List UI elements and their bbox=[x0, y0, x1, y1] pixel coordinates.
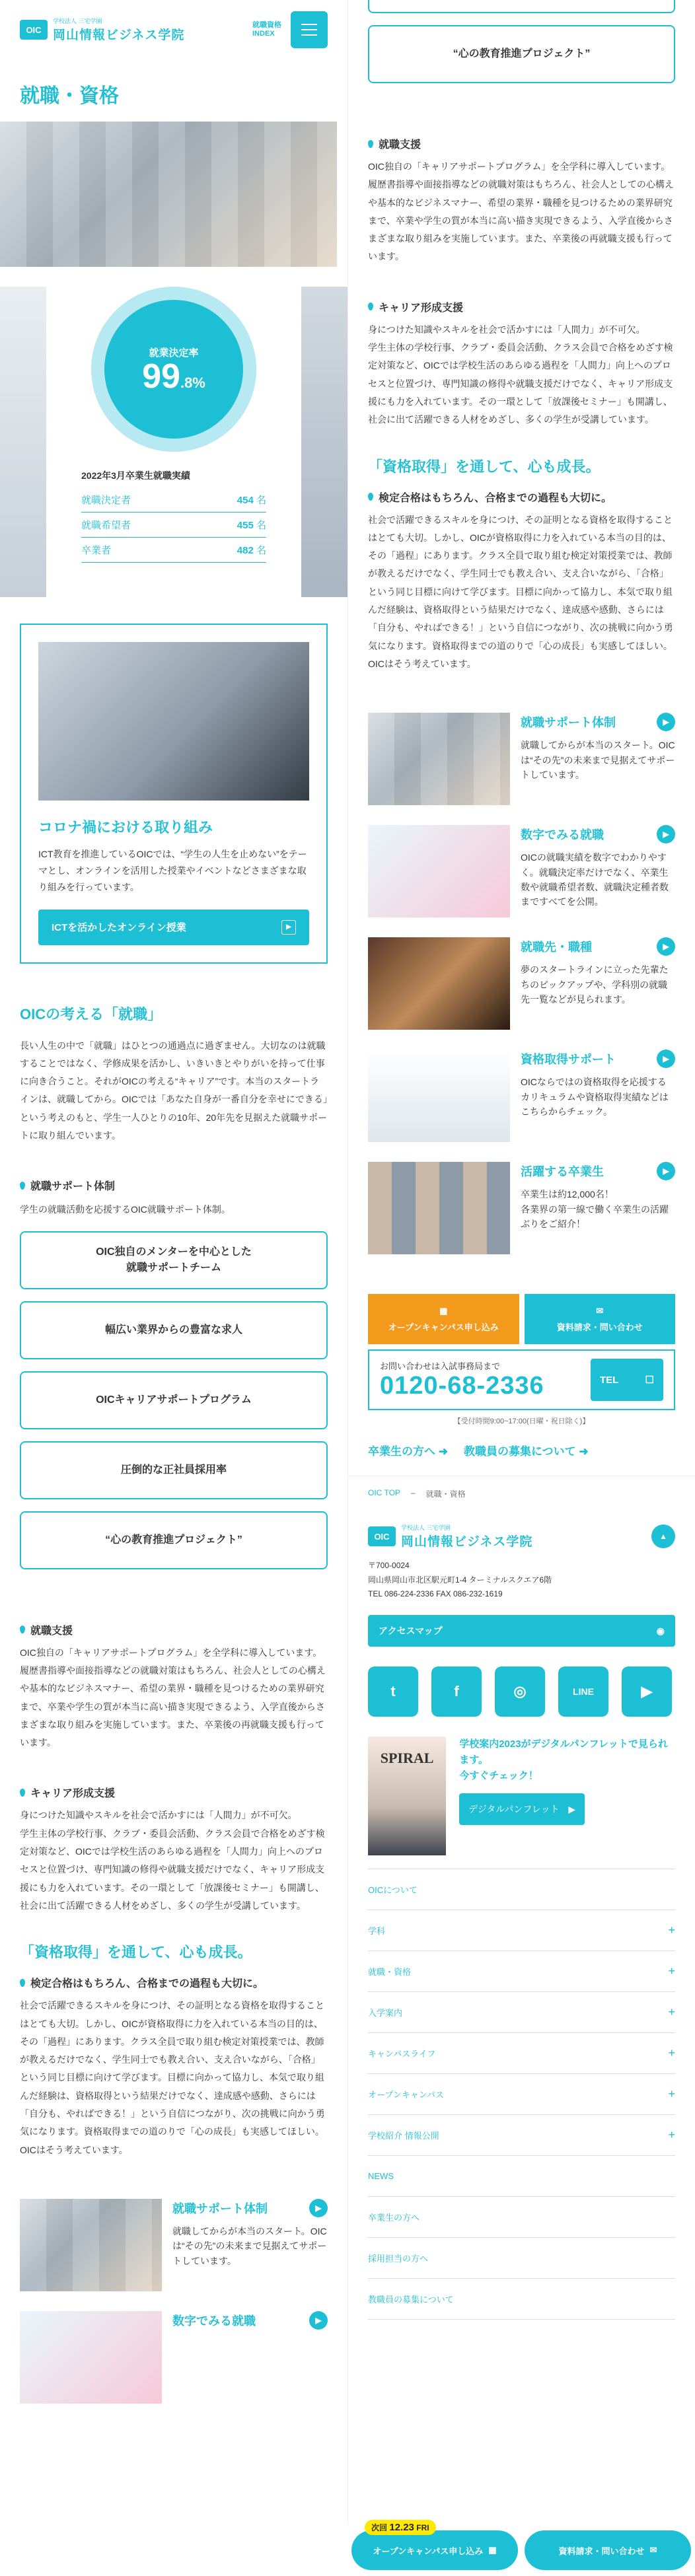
mail-icon: ✉ bbox=[649, 2545, 657, 2555]
support-button-program[interactable]: OICキャリアサポートプログラム bbox=[20, 1371, 328, 1429]
cert-text: 社会で活躍できるスキルを身につけ、その証明となる資格を取得することはとても大切。しかし、OICが資格取得に力を入れている本当の目的は、その「過程」にあります。クラス全員で取り組む検定対策授業では、教師が教えるだけでなく、学生同士でも教え合い、支え合いながら、「合格」という同じ目標に向けて学びます。目標に向かって協力し、本気で取り組んだ経験は、資格取得という結果だけでなく、達成感や感動、さらには「自分も、やればできる！」という自信につながり、次の挑戦に向かう勇気になります。資格取得までの道のりで「心の成長」も実感してほしい。OICはそう考えています。 bbox=[20, 2000, 325, 2155]
footer-nav-item[interactable]: キャンパスライフ + bbox=[368, 2033, 675, 2074]
cert-sub-r: 検定合格はもちろん、合格までの過程も大切に。 bbox=[348, 489, 695, 505]
hamburger-icon bbox=[301, 24, 317, 25]
feature-photo bbox=[368, 1050, 510, 1142]
site-header bbox=[0, 0, 348, 59]
arrow-right-icon: ▶ bbox=[657, 713, 675, 731]
stats-row: 卒業者 482 名 bbox=[81, 538, 266, 563]
tel-number[interactable]: 0120-68-2336 bbox=[380, 1372, 544, 1400]
plus-icon: + bbox=[668, 1923, 675, 1937]
cert-title: 「資格取得」を通して、心も成長。 bbox=[20, 1944, 252, 1961]
page-title: 就職・資格 bbox=[20, 85, 119, 107]
cert-text-r: 社会で活躍できるスキルを身につけ、その証明となる資格を取得することはとても大切。しかし、OICが資格取得に力を入れている本当の目的は、その「過程」にあります。クラス全員で取り組む検定対策授業では、教師が教えるだけでなく、学生同士でも教え合い、支え合いながら、「合格」という同じ目標に向けて学びます。目標に向かって協力し、本気で取り組んだ経験は、資格取得という結果だけでなく、達成感や感動、さらには「自分も、やればできる！」という自信につながり、次の挑戦に向かう勇気になります。資格取得までの道のりで「心の成長」も実感してほしい。OICはそう考えています。 bbox=[368, 514, 673, 669]
feature-card[interactable]: 資格取得サポート ▶ OICならではの資格取得を応援するカリキュラムや資格取得実績などはこちらからチェック。 bbox=[348, 1050, 695, 1142]
footer-nav-item[interactable]: 学科 + bbox=[368, 1910, 675, 1951]
support-lead: 学生の就職活動を応援するOIC就職サポート体制。 bbox=[20, 1204, 231, 1215]
pamphlet-button[interactable]: デジタルパンフレット ▶ bbox=[459, 1793, 585, 1825]
feature-photo bbox=[368, 1162, 510, 1254]
footer-logo[interactable]: OIC 学校法人 三宅学園 岡山情報ビジネス学院 bbox=[368, 1523, 532, 1550]
facebook-icon[interactable]: f bbox=[431, 1666, 482, 1717]
breadcrumb-separator: – bbox=[410, 1488, 416, 1498]
support-button-rate[interactable]: 圧倒的な正社員採用率 bbox=[20, 1441, 328, 1499]
index-link[interactable]: 就職資格 INDEX bbox=[252, 20, 281, 38]
career2-text-r: 身につけた知識やスキルを社会で活かすには「人間力」が不可欠。 学生主体の学校行事、クラブ・委員会活動、クラス会員で合格をめざす検定対策など、OICでは学校生活のあらゆる過程を「人間力」向上へのプロセスと位置づけ、専門知識の修得や就職支援だけでなく、キャリア形成支援にも力を入れています。その一環として「放課後セミナー」も開講し、社会に出て活躍できる人材をめざし、多くの学生が受講しています。 bbox=[368, 324, 673, 425]
pin-icon bbox=[368, 140, 373, 148]
feature-card[interactable]: 数字でみる就職 ▶ bbox=[0, 2311, 348, 2404]
pin-icon bbox=[20, 1182, 25, 1190]
recruit-link[interactable]: 教職員の募集について ➜ bbox=[463, 1445, 589, 1458]
support-button-mentor[interactable]: OIC独自のメンターを中心とした 就職サポートチーム bbox=[20, 1231, 328, 1289]
pin-icon bbox=[20, 1979, 25, 1987]
footer-nav-item[interactable]: OICについて bbox=[368, 1869, 675, 1910]
career2-text: 身につけた知識やスキルを社会で活かすには「人間力」が不可欠。 学生主体の学校行事、クラブ・委員会活動、クラス会員で合格をめざす検定対策など、OICでは学校生活のあらゆる過程を「人間力」向上へのプロセスと位置づけ、専門知識の修得や就職支援だけでなく、キャリア形成支援にも力を入れています。その一環として「放課後セミナー」も開講し、社会に出て活躍できる人材をめざし、多くの学生が受講しています。 bbox=[20, 1810, 325, 1911]
sns-links bbox=[348, 1666, 695, 1717]
feature-photo bbox=[20, 2199, 162, 2291]
career2-title-r: キャリア形成支援 bbox=[348, 299, 695, 314]
covid-photo bbox=[38, 642, 309, 801]
open-campus-button[interactable]: ▦ オープンキャンパス申し込み bbox=[368, 1294, 519, 1344]
arrow-right-icon: ▶ bbox=[657, 825, 675, 843]
arrow-right-icon: ▶ bbox=[657, 1050, 675, 1068]
plus-icon: + bbox=[668, 2128, 675, 2142]
breadcrumb-current: 就職・資格 bbox=[425, 1489, 466, 1499]
stats-caption: 2022年3月卒業生就職実績 bbox=[81, 470, 190, 481]
covid-card bbox=[20, 624, 328, 964]
sticky-bottom-bar bbox=[348, 2524, 695, 2576]
site-logo[interactable] bbox=[20, 17, 184, 43]
plus-icon: + bbox=[668, 2005, 675, 2019]
bottom-document-button[interactable]: 資料請求・問い合わせ ✉ bbox=[525, 2530, 691, 2570]
feature-photo bbox=[368, 713, 510, 805]
footer-nav-item[interactable]: 就職・資格 + bbox=[368, 1951, 675, 1992]
breadcrumb-home[interactable]: OIC TOP bbox=[368, 1488, 400, 1498]
pamphlet-cover[interactable]: SPIRAL bbox=[368, 1736, 446, 1855]
footer-nav-item[interactable]: オープンキャンパス + bbox=[368, 2074, 675, 2115]
career-text: OIC独自の「キャリアサポートプログラム」を全学科に導入しています。履歴書指導や面接指導などの就職対策はもちろん、社会人としての心構えや基本的なビジネスマナー、希望の業界・職種を見つけるための業界研究まで、卒業や学生の質が本当に高い描き実現できるよう、入学直後からさまざまな取り組みを実施しています。また、卒業後の再就職支援も行っています。 bbox=[20, 1647, 326, 1748]
feature-photo bbox=[368, 825, 510, 917]
support-button-heart-r[interactable]: “心の教育推進プロジェクト” bbox=[368, 25, 675, 83]
covid-title: コロナ禍における取り組み bbox=[38, 819, 213, 836]
pin-icon bbox=[20, 1626, 25, 1633]
covid-text: ICT教育を推進しているOICでは、“学生の人生を止めない”をテーマとし、オンラインを活用した授業やイベントなどさまざまな取り組みを行っています。 bbox=[38, 849, 307, 893]
arrow-right-icon: ▶ bbox=[281, 920, 296, 935]
document-request-button[interactable]: ✉ 資料請求・問い合わせ bbox=[525, 1294, 676, 1344]
arrow-right-icon: ▶ bbox=[309, 2199, 328, 2217]
logo-sub: 学校法人 三宅学園 bbox=[53, 18, 102, 24]
line-icon[interactable]: LINE bbox=[558, 1666, 608, 1717]
support-title: 就職サポート体制 bbox=[0, 1178, 348, 1193]
rate-circle bbox=[91, 287, 256, 452]
plus-icon: + bbox=[668, 2087, 675, 2101]
stats-section bbox=[0, 287, 348, 597]
sub-links bbox=[348, 1442, 695, 1458]
plus-icon: + bbox=[668, 1964, 675, 1978]
cert-sub: 検定合格はもちろん、合格までの過程も大切に。 bbox=[0, 1975, 348, 1990]
map-pin-icon: ◉ bbox=[656, 1625, 665, 1636]
next-date-badge: 次回 12.23 FRI bbox=[365, 2520, 436, 2535]
footer-nav-item[interactable]: NEWS bbox=[368, 2156, 675, 2197]
rate-value: 99.8% bbox=[142, 357, 205, 396]
rate-label: 就業決定率 bbox=[149, 347, 199, 359]
stats-row: 就職希望者 455 名 bbox=[81, 513, 266, 538]
tel-hours: 【受付時間9:00~17:00(日曜・祝日除く)】 bbox=[453, 1417, 590, 1426]
pamphlet-block bbox=[368, 1736, 675, 1869]
feature-card[interactable]: 就職サポート体制 ▶ 就職してからが本当のスタート。OICは“その先”の未来まで見据えてサポートしています。 bbox=[0, 2199, 348, 2291]
bottom-open-campus-button[interactable]: 次回 12.23 FRI オープンキャンパス申し込み ▦ bbox=[351, 2530, 518, 2570]
career-title: 就職支援 bbox=[0, 1622, 348, 1637]
stats-photo-right bbox=[301, 287, 348, 597]
feature-card[interactable]: 就職サポート体制 ▶ 就職してからが本当のスタート。OICは“その先”の未来まで見据えてサポートしています。 bbox=[348, 713, 695, 805]
feature-photo bbox=[368, 937, 510, 1030]
footer-address: 〒700-0024 岡山県岡山市北区駅元町1-4 ターミナルスクエア6階 TEL 086-224-2336 FAX 086-232-1619 bbox=[368, 1561, 552, 1599]
career-text-r: OIC独自の「キャリアサポートプログラム」を全学科に導入しています。履歴書指導や面接指導などの就職対策はもちろん、社会人としての心構えや基本的なビジネスマナー、希望の業界・職種を見つけるための業界研究まで、卒業や学生の質が本当に高い描き実現できるよう、入学直後からさまざまな取り組みを実施しています。また、卒業後の再就職支援も行っています。 bbox=[368, 161, 674, 262]
pin-icon bbox=[368, 303, 373, 310]
hero-photo bbox=[0, 122, 337, 267]
mail-icon: ✉ bbox=[596, 1305, 604, 1316]
access-map-button[interactable]: アクセスマップ ◉ bbox=[368, 1615, 675, 1647]
footer-nav-item[interactable]: 入学案内 + bbox=[368, 1992, 675, 2033]
career-title-r: 就職支援 bbox=[348, 136, 695, 151]
arrow-right-icon: ▶ bbox=[657, 1162, 675, 1180]
cert-title-r: 「資格取得」を通して、心も成長。 bbox=[368, 458, 601, 475]
tel-button[interactable]: TEL ☐ bbox=[591, 1359, 663, 1401]
support-button-jobs[interactable]: 幅広い業界からの豊富な求人 bbox=[20, 1301, 328, 1359]
pin-icon bbox=[368, 493, 373, 501]
stats-photo-left bbox=[0, 287, 46, 597]
feature-card[interactable]: 就職先・職種 ▶ 夢のスタートラインに立った先輩たちのピックアップや、学科別の就職先一覧などが見られます。 bbox=[348, 937, 695, 1030]
phone-icon: ☐ bbox=[645, 1375, 654, 1386]
footer-nav-item[interactable]: 教職員の募集について bbox=[368, 2279, 675, 2320]
breadcrumb bbox=[348, 1476, 695, 1499]
footer-nav-item[interactable]: 採用担当の方へ bbox=[368, 2238, 675, 2279]
tel-box bbox=[368, 1349, 675, 1410]
feature-photo bbox=[20, 2311, 162, 2404]
plus-icon: + bbox=[668, 2046, 675, 2060]
pin-icon bbox=[20, 1789, 25, 1797]
concept-text: 長い人生の中で「就職」はひとつの通過点に過ぎません。大切なのは就職することではなく、学修成果を活かし、いきいきとやりがいを持って仕事に向き合うこと。それがOICの考える“キャリア”です。本当のスタートラインは、就職してから。OICでは「あなた自身が一番自分を幸せにできる」という考えのもと、学生一人ひとりの10年、20年先を見据えた就職サポートに取り組んでいます。 bbox=[20, 1040, 328, 1141]
feature-card[interactable]: 数字でみる就職 ▶ OICの就職実績を数字でわかりやすく。就職決定率だけでなく、卒業生数や就職希望者数、就職決定種者数まですべてを公開。 bbox=[348, 825, 695, 917]
support-button-top[interactable] bbox=[368, 0, 675, 13]
calendar-icon: ▦ bbox=[439, 1305, 448, 1316]
career2-title: キャリア形成支援 bbox=[0, 1785, 348, 1800]
footer-nav-item[interactable]: 卒業生の方へ bbox=[368, 2197, 675, 2238]
concept-title: OICの考える「就職」 bbox=[20, 1005, 163, 1022]
alumni-link[interactable]: 卒業生の方へ ➜ bbox=[368, 1445, 448, 1458]
arrow-right-icon: ▶ bbox=[657, 937, 675, 956]
right-column bbox=[348, 0, 695, 2576]
calendar-icon: ▦ bbox=[488, 2545, 497, 2555]
tel-label: お問い合わせは入試事務局まで bbox=[380, 1361, 501, 1372]
stats-table bbox=[81, 469, 266, 563]
arrow-right-icon: ▶ bbox=[309, 2311, 328, 2330]
cta-row bbox=[348, 1294, 695, 1344]
menu-button[interactable] bbox=[291, 11, 328, 48]
youtube-icon[interactable]: ▶ bbox=[622, 1666, 672, 1717]
page-top-button[interactable]: ▲ bbox=[651, 1524, 675, 1548]
online-class-button[interactable]: ICTを活かしたオンライン授業 ▶ bbox=[38, 910, 309, 945]
footer-nav bbox=[348, 1869, 695, 2320]
instagram-icon[interactable]: ◎ bbox=[495, 1666, 545, 1717]
pamphlet-text: 学校案内2023がデジタルパンフレットで見られます。 今すぐチェック！ bbox=[459, 1738, 668, 1782]
logo-mark: OIC bbox=[20, 20, 48, 40]
support-button-heart[interactable]: “心の教育推進プロジェクト” bbox=[20, 1511, 328, 1569]
stats-row: 就職決定者 454 名 bbox=[81, 487, 266, 513]
logo-main: 岡山情報ビジネス学院 bbox=[53, 28, 185, 42]
footer-nav-item[interactable]: 学校紹介 情報公開 + bbox=[368, 2115, 675, 2156]
twitter-icon[interactable]: t bbox=[368, 1666, 418, 1717]
footer-logo-row bbox=[348, 1523, 695, 1550]
feature-card[interactable]: 活躍する卒業生 ▶ 卒業生は約12,000名！ 各業界の第一線で働く卒業生の活躍ぶりをご紹介！ bbox=[348, 1162, 695, 1254]
